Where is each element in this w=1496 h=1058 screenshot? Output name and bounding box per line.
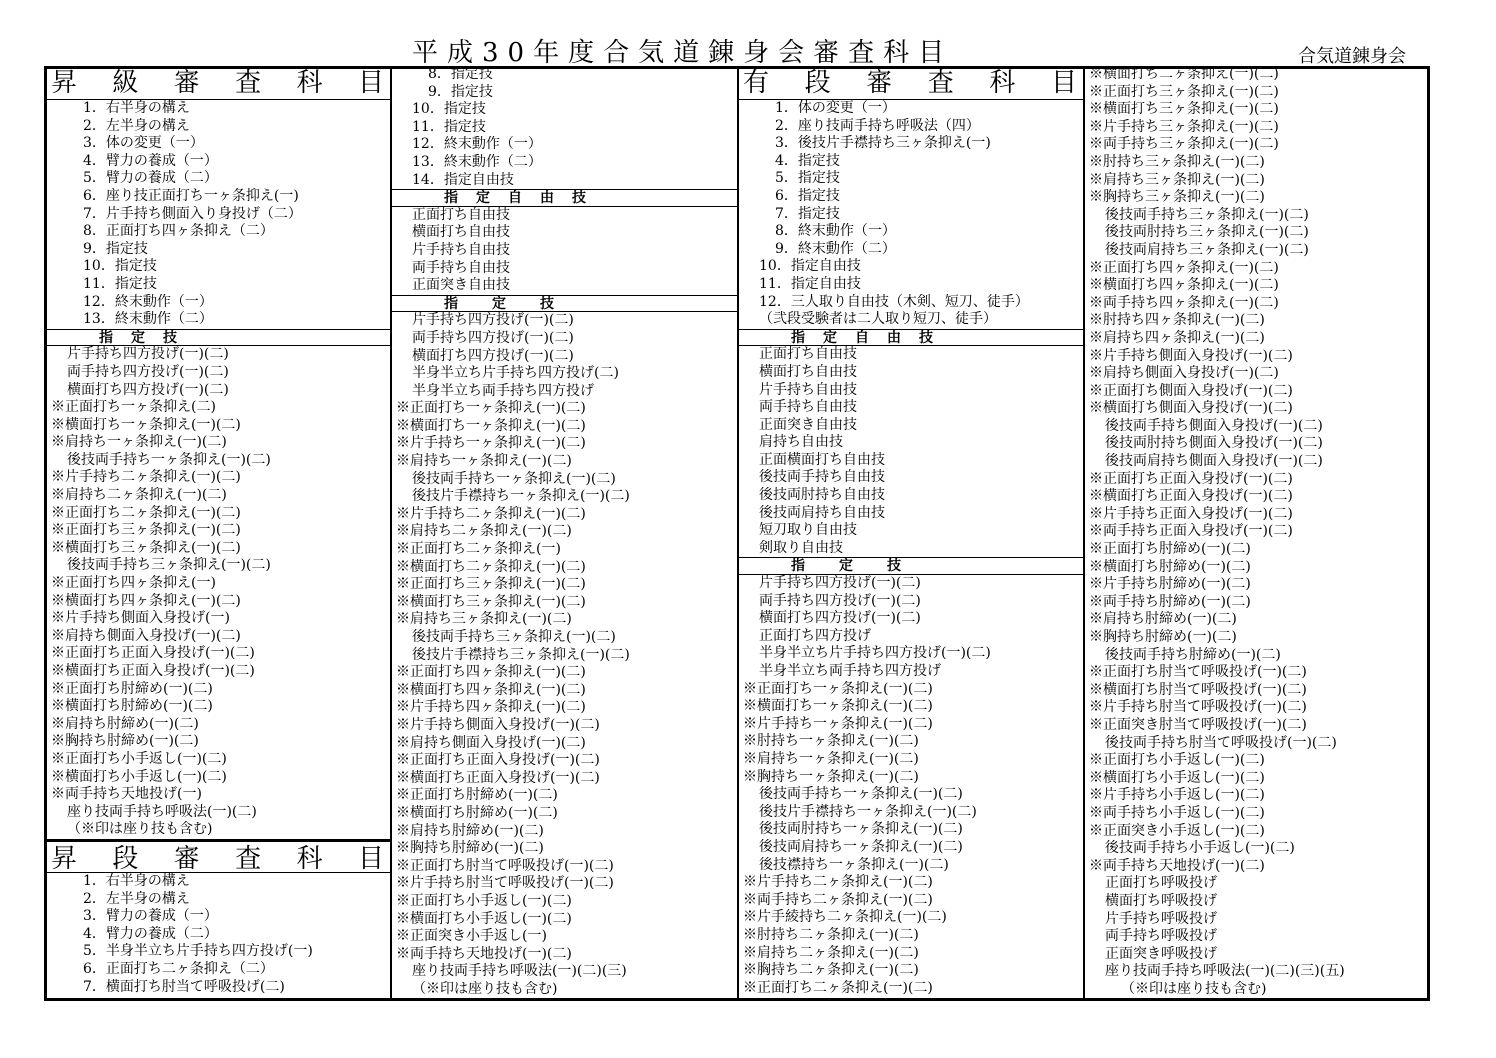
list-item: 後技両肘持ち側面入身投げ(一)(二) <box>1105 435 1323 452</box>
list-item: 4．臂力の養成（二） <box>83 925 218 942</box>
list-item: ※横面打ち一ヶ条抑え(一)(二) <box>51 416 241 433</box>
list-item: ※横面打ち小手返し(一)(二) <box>51 768 227 785</box>
list-item: 2．左半身の構え <box>83 117 190 134</box>
list-item: ※片手持ち肘当て呼吸投げ(一)(二) <box>396 875 614 892</box>
list-item: 横面打ち自由技 <box>412 224 510 241</box>
list-item: ※肩持ち三ヶ条抑え(一)(二) <box>396 611 572 628</box>
list-item: 正面打ち呼吸投げ <box>1105 875 1217 892</box>
list-item: ※肩持ち一ヶ条抑え(一)(二) <box>51 434 227 451</box>
list-item: 後技両手持ち肘当て呼吸投げ(一)(二) <box>1105 734 1337 751</box>
list-item: ※片手持ち四ヶ条抑え(一)(二) <box>396 699 586 716</box>
list-item: ※両手持ち天地投げ(一) <box>51 786 202 803</box>
list-item: 後技両手持ち一ヶ条抑え(一)(二) <box>412 470 616 487</box>
list-item: ※正面打ち肘締め(一)(二) <box>1089 541 1251 558</box>
list-item: ※両手持ち正面入身投げ(一)(二) <box>1089 523 1293 540</box>
list-item: ※胸持ち三ヶ条抑え(一)(二) <box>1089 189 1265 206</box>
list-item: ※肘持ち四ヶ条抑え(一)(二) <box>1089 312 1265 329</box>
list-item: ※横面打ち二ヶ条抑え(一)(二) <box>1089 66 1279 82</box>
list-item: 10．指定技 <box>412 101 486 118</box>
list-item: ※正面打ち正面入身投げ(一)(二) <box>1089 470 1293 487</box>
list-item: 横面打ち呼吸投げ <box>1105 892 1217 909</box>
list-item: 半身半立ち両手持ち四方投げ <box>412 382 594 399</box>
list-item: 片手持ち呼吸投げ <box>1105 910 1217 927</box>
list-item: ※片手持ち二ヶ条抑え(一)(二) <box>743 874 933 891</box>
list-item: 片手持ち四方投げ(一)(二) <box>412 312 574 329</box>
list-item: ※両手持ち天地投げ(一)(二) <box>1089 857 1265 874</box>
list-item: （※印は座り技も含む) <box>67 821 213 838</box>
list-item: 片手持ち四方投げ(一)(二) <box>67 346 229 363</box>
list-item: 2．左半身の構え <box>83 890 190 907</box>
list-item: ※片手持ち側面入身投げ(一)(二) <box>396 716 600 733</box>
list-item: ※横面打ち正面入身投げ(一)(二) <box>1089 488 1293 505</box>
list-item: ※片手持ち肘当て呼吸投げ(一)(二) <box>1089 699 1307 716</box>
list-item: 後技両肘持ち一ヶ条抑え(一)(二) <box>759 821 963 838</box>
list-item: 7．指定技 <box>775 205 840 222</box>
list-item: ※横面打ち三ヶ条抑え(一)(二) <box>1089 101 1279 118</box>
list-item: ※肘持ち三ヶ条抑え(一)(二) <box>1089 153 1265 170</box>
list-item: 後技襟持ち一ヶ条抑え(一)(二) <box>759 856 949 873</box>
list-item: 後技両手持ち側面入身投げ(一)(二) <box>1105 417 1323 434</box>
list-item: ※肩持ち肘締め(一)(二) <box>396 822 544 839</box>
list-item: ※片手持ち正面入身投げ(一)(二) <box>1089 505 1293 522</box>
list-item: 5．臂力の養成（二） <box>83 170 218 187</box>
list-item: 10．指定自由技 <box>759 258 861 275</box>
list-item: ※横面打ち二ヶ条抑え(一)(二) <box>396 558 586 575</box>
list-item: （※印は座り技も含む) <box>1121 980 1267 997</box>
list-item: 後技両手持ち自由技 <box>759 469 885 486</box>
list-item: ※胸持ち肘締め(一)(二) <box>396 840 544 857</box>
list-item: 3．臂力の養成（一） <box>83 908 218 925</box>
list-item: ※肩持ち側面入身投げ(一)(二) <box>51 627 241 644</box>
list-item: 両手持ち四方投げ(一)(二) <box>759 592 921 609</box>
list-item: ※横面打ち一ヶ条抑え(一)(二) <box>396 417 586 434</box>
list-item: ※両手持ち二ヶ条抑え(一)(二) <box>743 891 933 908</box>
sub-heading: 指 定 自 由 技 <box>392 189 737 207</box>
list-item: ※正面打ち二ヶ条抑え(一)(二) <box>743 979 933 996</box>
list-item: ※両手持ち四ヶ条抑え(一)(二) <box>1089 294 1279 311</box>
list-item: ※両手持ち天地投げ(一)(二) <box>396 945 572 962</box>
list-item: ※横面打ち四ヶ条抑え(一)(二) <box>1089 277 1279 294</box>
list-item: 13．終末動作（二） <box>412 153 542 170</box>
list-item: 5．指定技 <box>775 170 840 187</box>
list-item: ※正面打ち一ヶ条抑え(一)(二) <box>396 400 586 417</box>
list-item: 正面突き自由技 <box>412 277 510 294</box>
list-item: ※正面打ち二ヶ条抑え(一) <box>396 541 561 558</box>
list-item: 1．体の変更（一） <box>775 100 896 116</box>
list-item: 横面打ち四方投げ(一)(二) <box>412 347 574 364</box>
list-item: ※正面打ち小手返し(一)(二) <box>396 892 572 909</box>
list-item: 12．終末動作（一） <box>412 136 542 153</box>
list-item: 11．指定技 <box>412 118 486 135</box>
list-item: 12．三人取り自由技（木剣、短刀、徒手） <box>759 293 1029 310</box>
list-item: 8．正面打ち四ヶ条抑え（二） <box>83 223 274 240</box>
list-item: 両手持ち四方投げ(一)(二) <box>412 329 574 346</box>
list-item: 後技片手襟持ち一ヶ条抑え(一)(二) <box>412 488 630 505</box>
list-item: ※片手持ち側面入身投げ(一) <box>51 610 230 627</box>
list-item: 両手持ち呼吸投げ <box>1105 928 1217 945</box>
list-item: （※印は座り技も含む) <box>412 980 558 997</box>
list-item: 後技両手持ち三ヶ条抑え(一)(二) <box>412 629 616 645</box>
list-item: 片手持ち自由技 <box>412 241 510 258</box>
list-item: 12．終末動作（一） <box>83 293 213 310</box>
list-item: 13．終末動作（二） <box>83 311 213 328</box>
list-item: 正面打ち自由技 <box>759 346 857 363</box>
list-item: 後技両肩持ち一ヶ条抑え(一)(二) <box>759 838 963 855</box>
list-item: 片手持ち四方投げ(一)(二) <box>759 575 921 592</box>
list-item: 5．半身半立ち片手持ち四方投げ(一) <box>83 943 313 960</box>
list-item: ※正面打ち四ヶ条抑え(一)(二) <box>396 664 586 681</box>
list-item: 後技両手持ち一ヶ条抑え(一)(二) <box>759 786 963 803</box>
list-item: 短刀取り自由技 <box>759 522 857 539</box>
list-item: 2．座り技両手持ち呼吸法（四） <box>775 117 980 134</box>
list-item: ※片手持ち一ヶ条抑え(一)(二) <box>396 435 586 452</box>
sub-heading: 指 定 自 由 技 <box>739 329 1083 347</box>
list-item: 後技両手持ち一ヶ条抑え(一)(二) <box>67 451 271 468</box>
section-heading: 昇 級 審 査 科 目 <box>47 66 390 100</box>
list-item: ※肩持ち二ヶ条抑え(一)(二) <box>743 944 919 961</box>
list-item: ※正面打ち正面入身投げ(一)(二) <box>396 752 600 769</box>
list-item: 両手持ち自由技 <box>759 399 857 416</box>
list-item: 座り技両手持ち呼吸法(一)(二)(三)(五) <box>1105 963 1345 980</box>
list-item: 後技両手持ち三ヶ条抑え(一)(二) <box>67 557 271 574</box>
list-item: ※正面打ち肘当て呼吸投げ(一)(二) <box>1089 664 1307 681</box>
list-item: ※横面打ち肘締め(一)(二) <box>51 698 213 715</box>
list-item: 3．体の変更（一） <box>83 135 204 152</box>
list-item: ※正面打ち四ヶ条抑え(一) <box>51 575 216 592</box>
list-item: （弐段受験者は二人取り短刀、徒手） <box>759 311 997 328</box>
list-item: 6．座り技正面打ち一ヶ条抑え(一) <box>83 187 299 204</box>
list-item: ※胸持ち二ヶ条抑え(一)(二) <box>743 962 919 979</box>
list-item: 9．終末動作（二） <box>775 240 896 257</box>
list-item: 半身半立ち片手持ち四方投げ(二) <box>412 365 619 382</box>
list-item: ※肩持ち四ヶ条抑え(一)(二) <box>1089 329 1265 346</box>
list-item: 正面打ち自由技 <box>412 206 510 223</box>
list-item: ※片手持ち小手返し(一)(二) <box>1089 787 1265 804</box>
list-item: 横面打ち四方投げ(一)(二) <box>759 610 921 627</box>
list-item: 後技両肩持ち三ヶ条抑え(一)(二) <box>1105 241 1309 258</box>
list-item: ※肩持ち一ヶ条抑え(一)(二) <box>743 750 919 767</box>
list-item: 両手持ち自由技 <box>412 259 510 276</box>
list-item: 横面打ち自由技 <box>759 363 857 380</box>
list-item: 9．指定技 <box>83 240 148 257</box>
list-item: 半身半立ち両手持ち四方投げ <box>759 663 941 679</box>
list-item: ※肩持ち二ヶ条抑え(一)(二) <box>396 523 572 540</box>
list-item: ※正面打ち三ヶ条抑え(一)(二) <box>1089 83 1279 100</box>
list-item: ※正面打ち三ヶ条抑え(一)(二) <box>51 522 241 539</box>
list-item: ※肩持ち二ヶ条抑え(一)(二) <box>51 487 227 504</box>
list-item: 1．右半身の構え <box>83 100 190 116</box>
list-item: 3．後技片手襟持ち三ヶ条抑え(一) <box>775 135 991 152</box>
list-item: 後技両肘持ち自由技 <box>759 487 885 504</box>
list-item: ※肘持ち一ヶ条抑え(一)(二) <box>743 733 919 750</box>
list-item: ※正面突き小手返し(一)(二) <box>1089 822 1265 839</box>
list-item: ※肩持ち側面入身投げ(一)(二) <box>396 734 586 751</box>
list-item: ※肩持ち一ヶ条抑え(一)(二) <box>396 453 572 470</box>
list-item: ※肩持ち側面入身投げ(一)(二) <box>1089 365 1279 382</box>
list-item: ※片手持ち二ヶ条抑え(一)(二) <box>51 469 241 486</box>
list-item: 正面突き呼吸投げ <box>1105 945 1217 962</box>
list-item: ※胸持ち肘締め(一)(二) <box>1089 629 1237 645</box>
list-item: ※正面打ち一ヶ条抑え(二) <box>51 399 216 416</box>
list-item: ※正面打ち正面入身投げ(一)(二) <box>51 645 255 662</box>
list-item: ※横面打ち一ヶ条抑え(一)(二) <box>743 698 933 715</box>
list-item: 8．指定技 <box>428 66 493 82</box>
list-item: ※横面打ち肘締め(一)(二) <box>396 804 558 821</box>
list-item: 後技両肩持ち側面入身投げ(一)(二) <box>1105 453 1323 470</box>
list-item: 後技両手持ち三ヶ条抑え(一)(二) <box>1105 206 1309 223</box>
list-item: ※片手綾持ち二ヶ条抑え(一)(二) <box>743 909 947 926</box>
list-item: 6．正面打ち二ヶ条抑え（二） <box>83 960 274 977</box>
list-item: ※肩持ち三ヶ条抑え(一)(二) <box>1089 171 1265 188</box>
list-item: 後技両肩持ち自由技 <box>759 504 885 521</box>
list-item: 6．指定技 <box>775 187 840 204</box>
list-item: 7．片手持ち側面入り身投げ（二） <box>83 205 302 222</box>
list-item: ※正面打ち小手返し(一)(二) <box>51 750 227 767</box>
list-item: ※正面打ち側面入身投げ(一)(二) <box>1089 382 1293 399</box>
list-item: 11．指定自由技 <box>759 275 861 292</box>
list-item: 肩持ち自由技 <box>759 434 843 451</box>
list-item: ※片手持ち三ヶ条抑え(一)(二) <box>1089 118 1279 135</box>
list-item: ※両手持ち小手返し(一)(二) <box>1089 804 1265 821</box>
list-item: ※正面突き肘当て呼吸投げ(一)(二) <box>1089 716 1307 733</box>
list-item: ※両手持ち三ヶ条抑え(一)(二) <box>1089 136 1279 153</box>
section-heading: 昇 段 審 査 科 目 <box>47 839 390 873</box>
list-item: ※片手持ち二ヶ条抑え(一)(二) <box>396 505 586 522</box>
list-item: ※横面打ち正面入身投げ(一)(二) <box>396 769 600 786</box>
list-item: ※横面打ち側面入身投げ(一)(二) <box>1089 400 1293 417</box>
list-item: ※片手持ち側面入身投げ(一)(二) <box>1089 347 1293 364</box>
list-item: ※両手持ち肘締め(一)(二) <box>1089 593 1251 610</box>
list-item: ※正面打ち肘当て呼吸投げ(一)(二) <box>396 857 614 874</box>
list-item: 後技片手襟持ち一ヶ条抑え(一)(二) <box>759 803 977 820</box>
page-title: 平成30年度合気道錬身会審査科目 <box>412 38 954 68</box>
sub-heading: 指 定 技 <box>739 557 1083 575</box>
list-item: ※正面打ち三ヶ条抑え(一)(二) <box>396 576 586 593</box>
list-item: ※正面打ち肘締め(一)(二) <box>396 787 558 804</box>
column-4 <box>1085 66 1427 1001</box>
list-item: ※横面打ち正面入身投げ(一)(二) <box>51 663 255 679</box>
list-item: 後技両肘持ち三ヶ条抑え(一)(二) <box>1105 224 1309 241</box>
list-item: ※正面打ち肘締め(一)(二) <box>51 680 213 697</box>
list-item: 横面打ち四方投げ(一)(二) <box>67 381 229 398</box>
list-item: 4．臂力の養成（一） <box>83 152 218 169</box>
column-3 <box>739 66 1083 1001</box>
list-item: ※横面打ち肘締め(一)(二) <box>1089 558 1251 575</box>
list-item: ※横面打ち肘当て呼吸投げ(一)(二) <box>1089 681 1307 698</box>
list-item: 座り技両手持ち呼吸法(一)(二) <box>67 803 257 820</box>
list-item: 11．指定技 <box>83 275 157 292</box>
list-item: ※正面打ち小手返し(一)(二) <box>1089 752 1265 769</box>
list-item: ※横面打ち四ヶ条抑え(一)(二) <box>51 592 241 609</box>
list-item: 7．横面打ち肘当て呼吸投げ(二) <box>83 978 285 995</box>
list-item: ※肩持ち肘締め(一)(二) <box>1089 611 1237 628</box>
list-item: ※胸持ち肘締め(一)(二) <box>51 733 199 750</box>
list-item: ※正面打ち四ヶ条抑え(一)(二) <box>1089 259 1279 276</box>
list-item: 4．指定技 <box>775 152 840 169</box>
list-item: ※肘持ち二ヶ条抑え(一)(二) <box>743 926 919 943</box>
list-item: 半身半立ち片手持ち四方投げ(一)(二) <box>759 645 991 662</box>
list-item: 両手持ち四方投げ(一)(二) <box>67 363 229 380</box>
list-item: ※正面突き小手返し(一) <box>396 928 547 945</box>
list-item: 剣取り自由技 <box>759 539 843 556</box>
list-item: 片手持ち自由技 <box>759 381 857 398</box>
list-item: 14．指定自由技 <box>412 171 514 188</box>
list-item: ※胸持ち一ヶ条抑え(一)(二) <box>743 768 919 785</box>
list-item: 正面横面打ち自由技 <box>759 451 885 468</box>
sub-heading: 指 定 技 <box>392 295 737 313</box>
list-item: ※正面打ち一ヶ条抑え(一)(二) <box>743 680 933 697</box>
list-item: 1．右半身の構え <box>83 872 190 889</box>
list-item: 後技片手襟持ち三ヶ条抑え(一)(二) <box>412 646 630 663</box>
list-item: ※横面打ち三ヶ条抑え(一)(二) <box>51 539 241 556</box>
list-item: 座り技両手持ち呼吸法(一)(二)(三) <box>412 963 627 980</box>
organization-name: 合気道錬身会 <box>1298 46 1406 67</box>
list-item: ※横面打ち小手返し(一)(二) <box>396 910 572 927</box>
section-heading: 有 段 審 査 科 目 <box>739 66 1083 100</box>
list-item: ※片手持ち肘締め(一)(二) <box>1089 576 1251 593</box>
list-item: 8．終末動作（一） <box>775 223 896 240</box>
list-item: 正面打ち四方投げ <box>759 627 871 644</box>
list-item: 正面突き自由技 <box>759 416 857 433</box>
list-item: ※横面打ち小手返し(一)(二) <box>1089 769 1265 786</box>
list-item: 後技両手持ち小手返し(一)(二) <box>1105 840 1295 857</box>
list-item: ※片手持ち一ヶ条抑え(一)(二) <box>743 715 933 732</box>
list-item: ※肩持ち肘締め(一)(二) <box>51 715 199 732</box>
list-item: ※横面打ち四ヶ条抑え(一)(二) <box>396 681 586 698</box>
list-item: 後技両手持ち肘締め(一)(二) <box>1105 646 1281 663</box>
list-item: ※正面打ち二ヶ条抑え(一)(二) <box>51 504 241 521</box>
column-2 <box>392 66 737 1001</box>
list-item: ※横面打ち三ヶ条抑え(一)(二) <box>396 593 586 610</box>
sub-heading: 指 定 技 <box>47 329 390 347</box>
list-item: 10．指定技 <box>83 258 157 275</box>
list-item: 9．指定技 <box>428 83 493 100</box>
column-1 <box>47 66 390 1001</box>
